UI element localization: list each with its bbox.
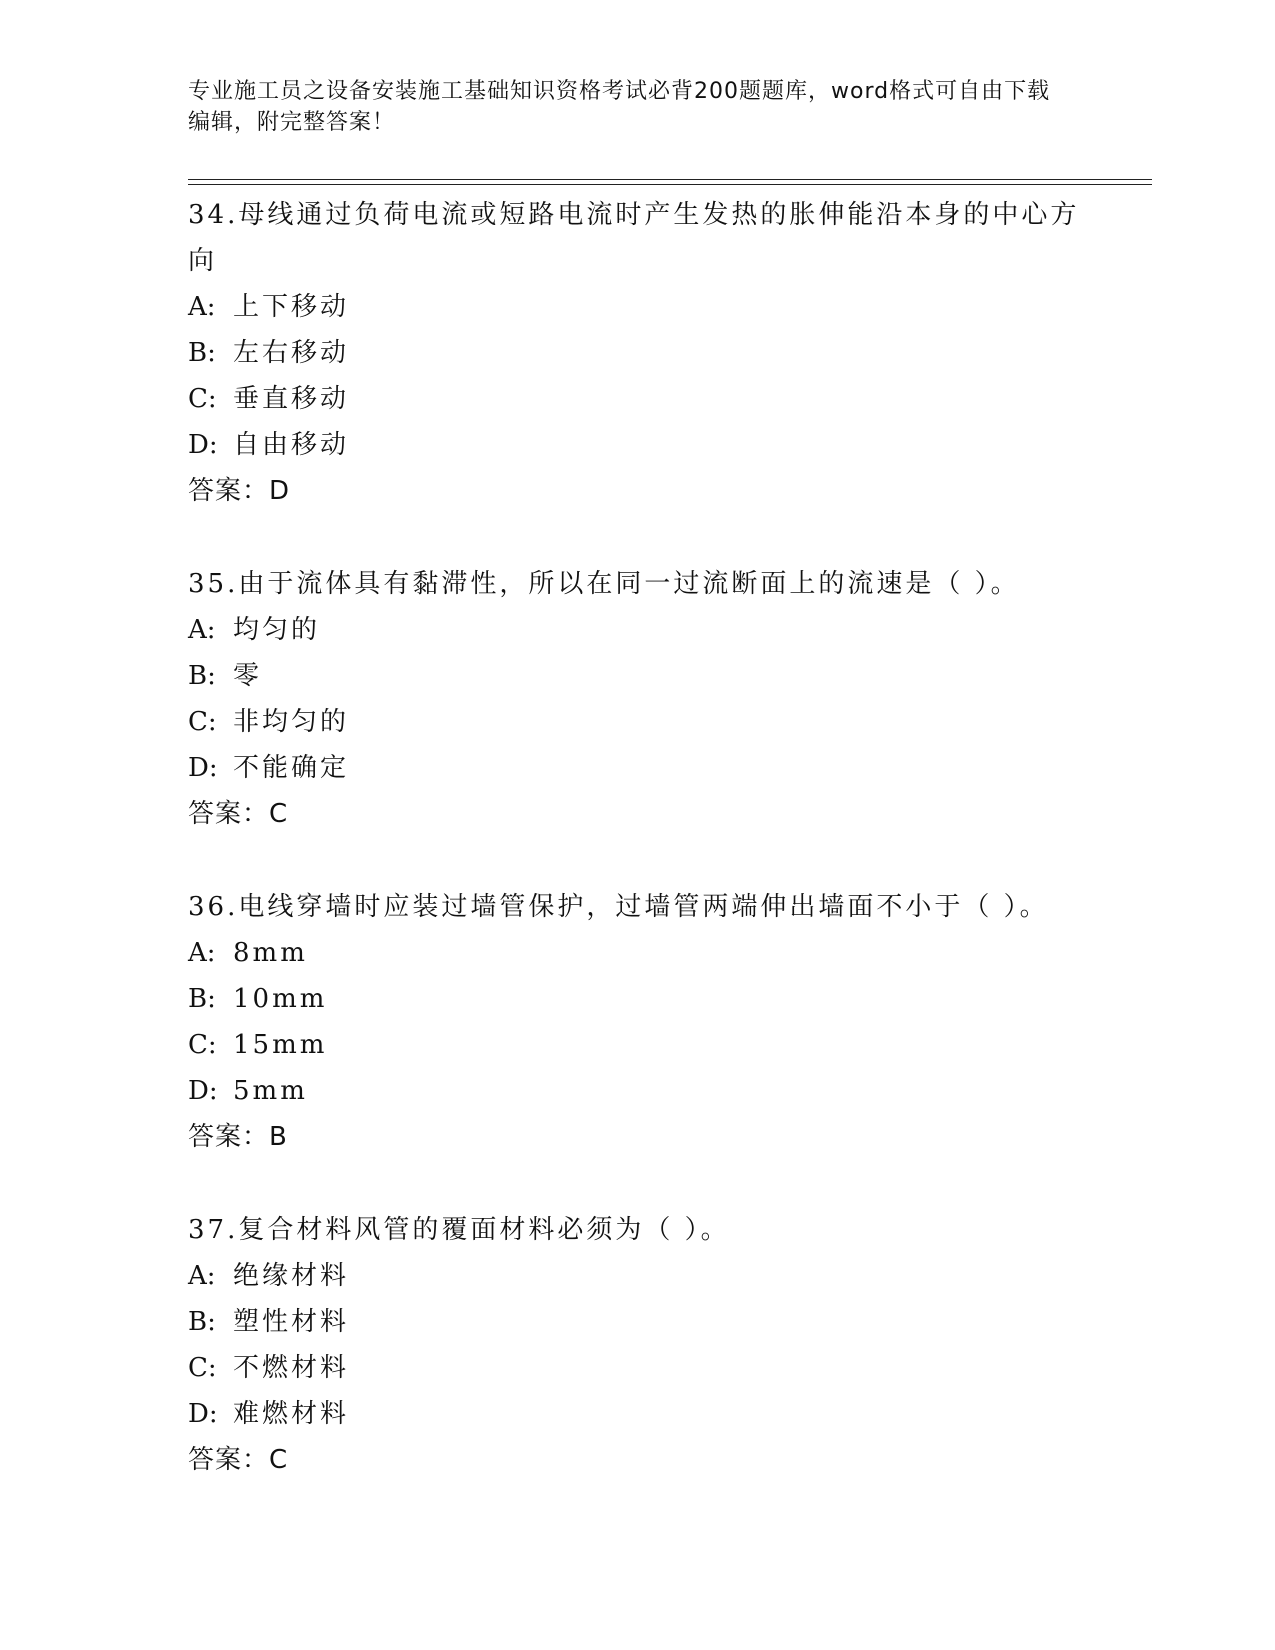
option-d (188, 1391, 1088, 1437)
option-key: D: (188, 1076, 218, 1106)
option-text: 零 (233, 661, 263, 691)
question-34 (188, 192, 1088, 514)
option-text: 非均匀的 (233, 707, 350, 737)
header-divider-bottom (188, 184, 1152, 185)
option-c (188, 376, 1088, 422)
option-key: A: (188, 292, 216, 322)
option-c (188, 1022, 1088, 1068)
option-text: 上下移动 (233, 292, 350, 322)
document-header: 专业施工员之设备安装施工基础知识资格考试必背200题题库，word格式可自由下载编辑，附完整答案！ (188, 79, 1051, 135)
option-key: A: (188, 938, 216, 968)
option-d (188, 1068, 1088, 1114)
option-text: 8mm (233, 938, 308, 968)
option-c (188, 699, 1088, 745)
answer-line: 答案：C (188, 1445, 289, 1475)
option-text: 5mm (233, 1076, 308, 1106)
option-b (188, 330, 1088, 376)
question-stem: 37.复合材料风管的覆面材料必须为（ ）。 (188, 1215, 730, 1245)
question-stem: 34.母线通过负荷电流或短路电流时产生发热的胀伸能沿本身的中心方向 (188, 200, 1080, 276)
option-key: B: (188, 338, 216, 368)
option-text: 均匀的 (233, 615, 321, 645)
question-stem: 35.由于流体具有黏滞性，所以在同一过流断面上的流速是（ ）。 (188, 569, 1020, 599)
option-text: 不燃材料 (233, 1353, 350, 1383)
option-key: C: (188, 1030, 217, 1060)
header-divider-top (188, 179, 1152, 180)
option-key: C: (188, 707, 217, 737)
option-text: 绝缘材料 (233, 1261, 350, 1291)
question-36 (188, 884, 1088, 1160)
option-text: 垂直移动 (233, 384, 350, 414)
option-a (188, 607, 1088, 653)
option-text: 左右移动 (233, 338, 350, 368)
option-a (188, 284, 1088, 330)
option-text: 塑性材料 (233, 1307, 350, 1337)
option-key: D: (188, 753, 218, 783)
question-35 (188, 561, 1088, 837)
option-text: 自由移动 (233, 430, 350, 460)
option-text: 不能确定 (233, 753, 350, 783)
option-d (188, 745, 1088, 791)
option-key: C: (188, 384, 217, 414)
option-a (188, 930, 1088, 976)
question-list (188, 192, 1088, 1530)
option-key: B: (188, 661, 216, 691)
answer-line: 答案：B (188, 1122, 288, 1152)
option-text: 难燃材料 (233, 1399, 350, 1429)
option-key: A: (188, 615, 216, 645)
option-text: 10mm (233, 984, 328, 1014)
option-a (188, 1253, 1088, 1299)
option-c (188, 1345, 1088, 1391)
question-37 (188, 1207, 1088, 1483)
question-stem: 36.电线穿墙时应装过墙管保护，过墙管两端伸出墙面不小于（ ）。 (188, 892, 1049, 922)
option-d (188, 422, 1088, 468)
option-b (188, 976, 1088, 1022)
option-key: A: (188, 1261, 216, 1291)
option-b (188, 1299, 1088, 1345)
option-key: B: (188, 1307, 216, 1337)
option-key: B: (188, 984, 216, 1014)
option-key: D: (188, 1399, 218, 1429)
option-text: 15mm (233, 1030, 328, 1060)
option-b (188, 653, 1088, 699)
option-key: C: (188, 1353, 217, 1383)
option-key: D: (188, 430, 218, 460)
answer-line: 答案：D (188, 476, 291, 506)
answer-line: 答案：C (188, 799, 289, 829)
